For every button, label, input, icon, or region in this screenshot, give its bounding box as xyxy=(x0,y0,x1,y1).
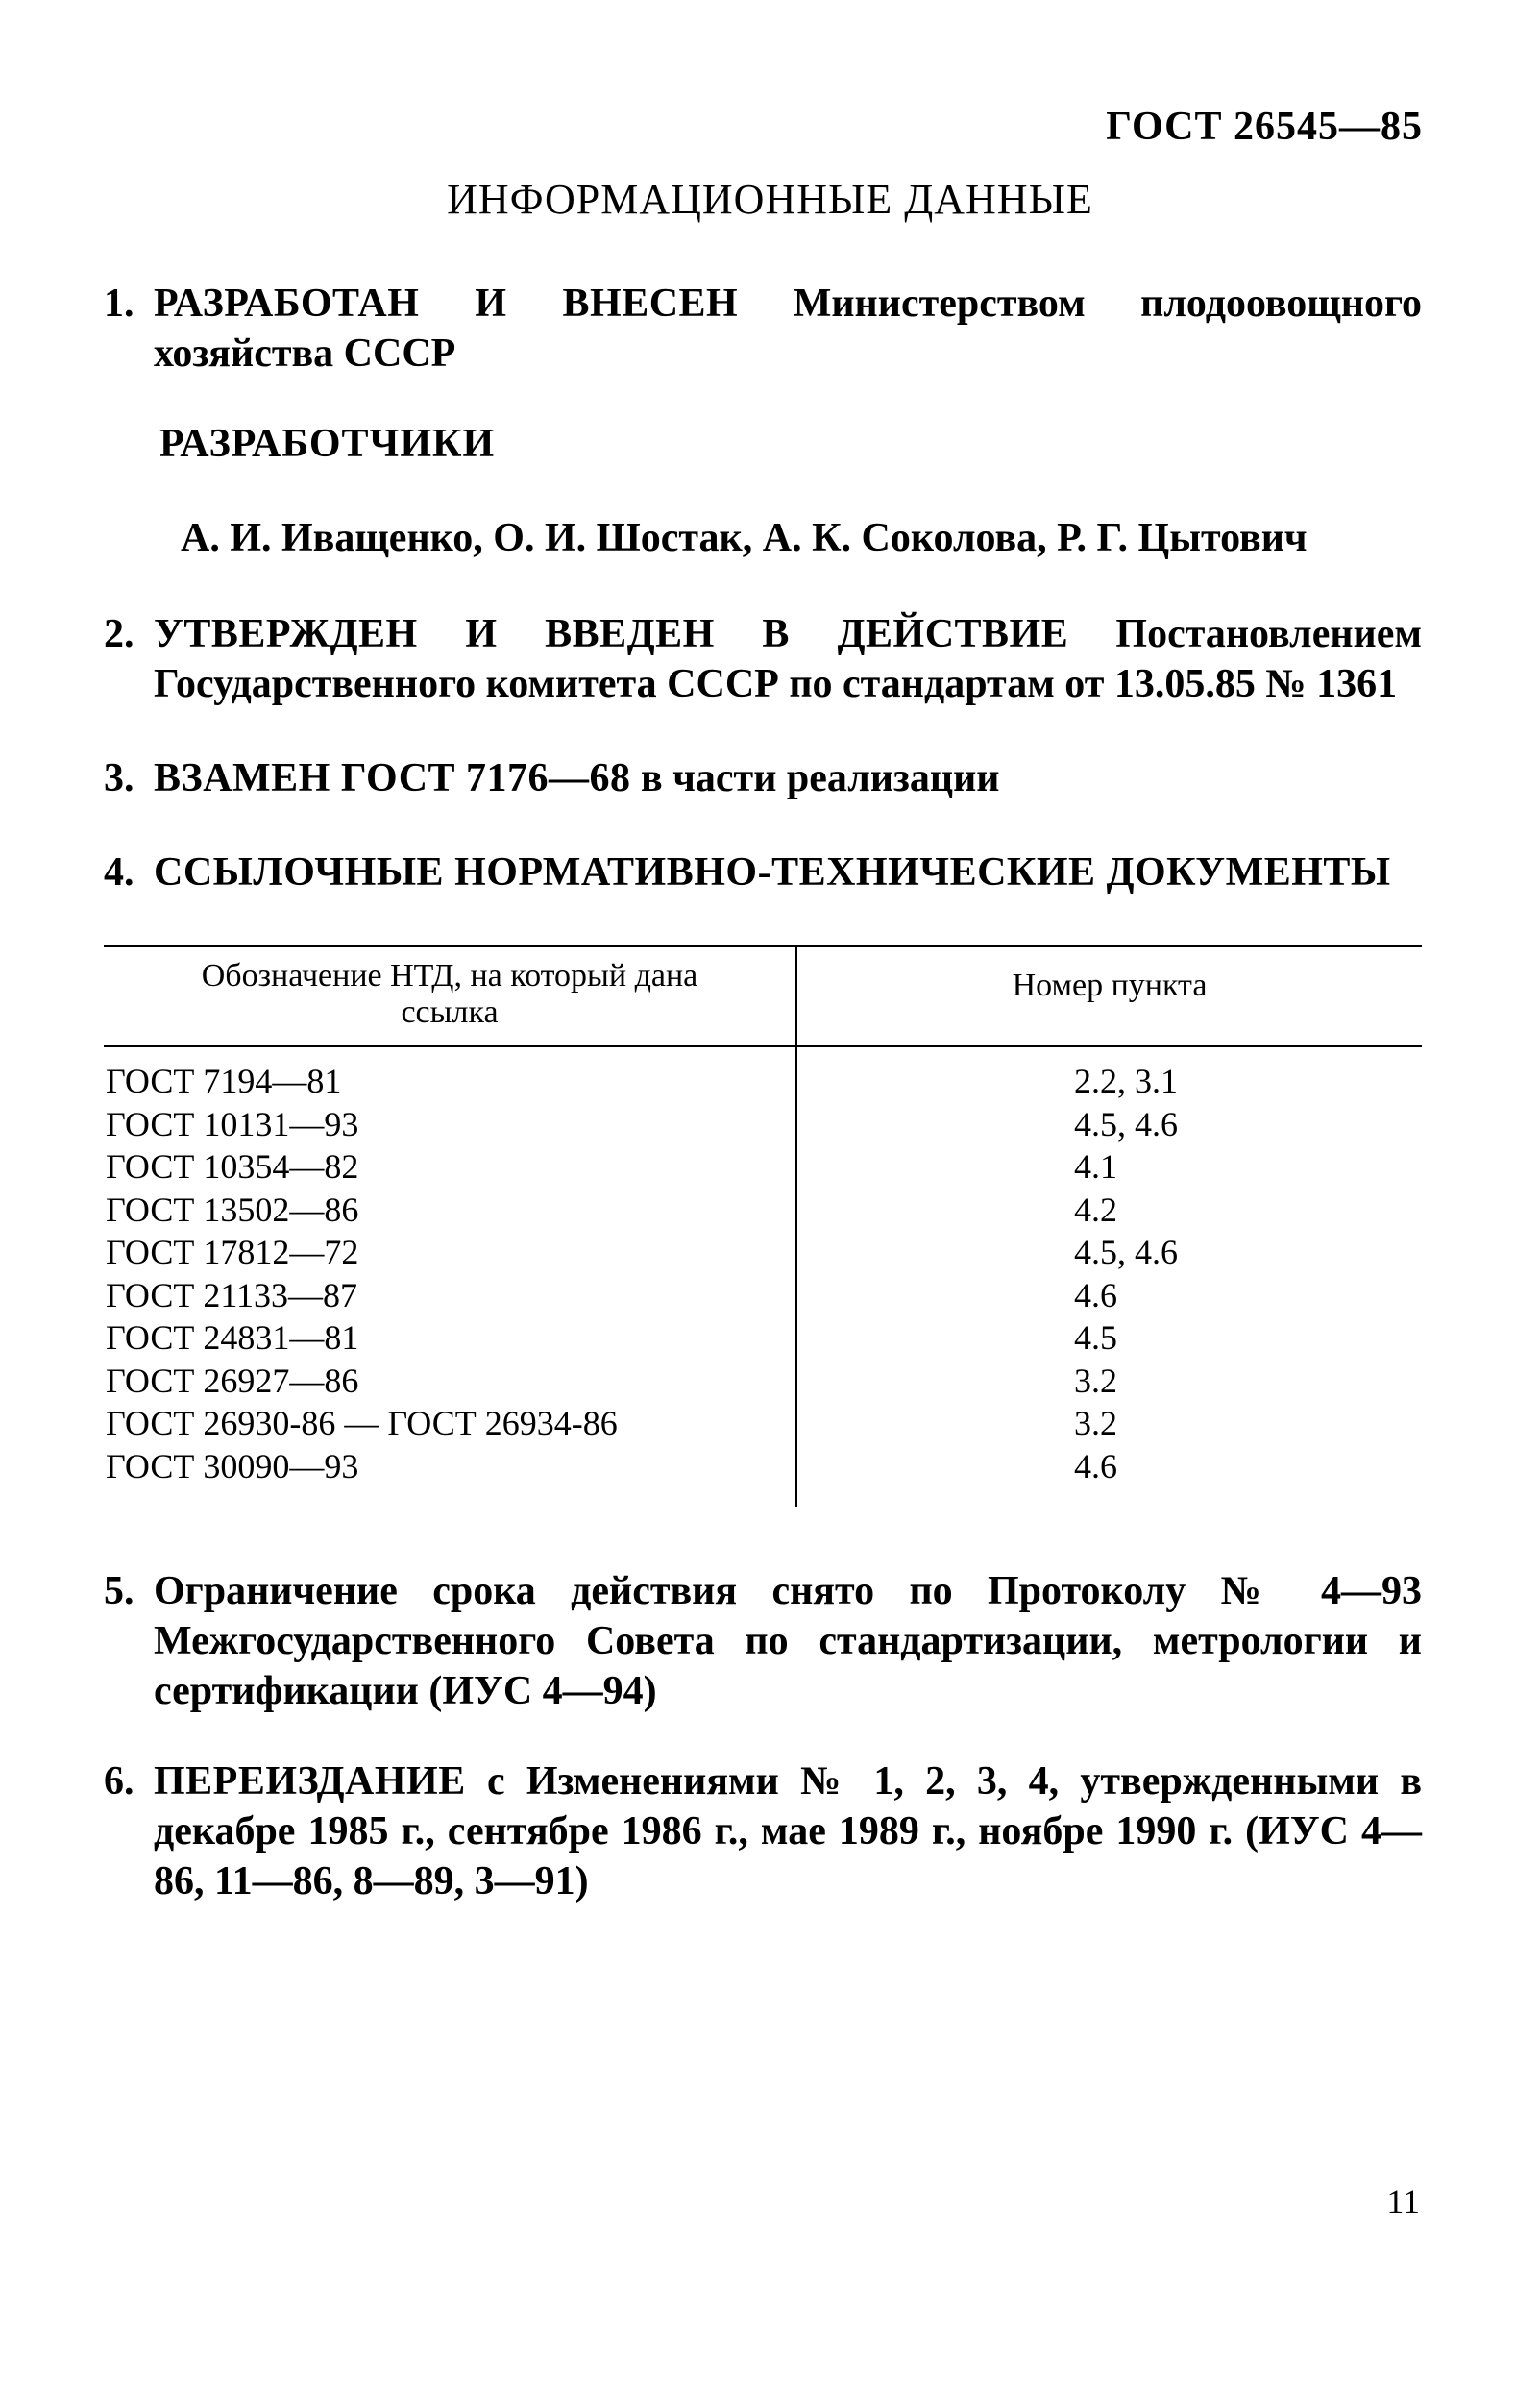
section-number: 5. xyxy=(104,1569,134,1613)
table-row xyxy=(104,1316,1422,1360)
section-body xyxy=(154,1756,1422,1906)
section-number: 4. xyxy=(104,850,134,895)
section-body xyxy=(154,279,1422,379)
section-body xyxy=(154,753,1422,803)
table-cell-clause: 4.6 xyxy=(1074,1446,1117,1486)
table-cell-doc: ГОСТ 21133—87 xyxy=(106,1275,358,1314)
table-cell-doc: ГОСТ 26930-86 — ГОСТ 26934-86 xyxy=(106,1404,618,1442)
section-text: в части реализации xyxy=(641,756,1000,800)
section-6 xyxy=(104,1756,1422,1906)
table-row xyxy=(104,1060,1422,1103)
table-body xyxy=(104,1060,1422,1487)
section-text: Министерством плодоовощного хозяйства СССР xyxy=(154,282,1422,376)
table-cell-clause: 4.2 xyxy=(1074,1190,1117,1229)
table-cell-doc: ГОСТ 30090—93 xyxy=(106,1446,359,1486)
table-header-doc xyxy=(104,958,795,1031)
section-text: с Изменениями № 1, 2, 3, 4, утвержденными в декабре 1985 г., сентябре 1986 г., мае 1989 г., ноябре 1990 г. (ИУС 4—86, 11—86, 8—89, 3—91) xyxy=(154,1759,1422,1903)
section-body xyxy=(154,1566,1422,1716)
table-cell-clause: 3.2 xyxy=(1074,1361,1117,1400)
table-cell-clause: 4.5 xyxy=(1074,1318,1117,1357)
table-header-clause: Номер пункта xyxy=(1012,968,1208,1003)
section-3 xyxy=(104,753,1422,803)
section-number: 3. xyxy=(104,756,134,800)
section-number: 2. xyxy=(104,612,134,656)
section-lead: РАЗРАБОТАН И ВНЕСЕН xyxy=(154,282,739,326)
table-header-doc-text: Обозначение НТД, на который дана ссылка xyxy=(201,958,698,1030)
section-5 xyxy=(104,1566,1422,1716)
section-4 xyxy=(104,847,1422,897)
section-text: Постановлением Государственного комитета СССР по стандартам от 13.05.85 № 1361 xyxy=(154,612,1422,706)
developers-heading: РАЗРАБОТЧИКИ xyxy=(159,422,496,466)
table-row xyxy=(104,1445,1422,1488)
section-body xyxy=(154,609,1422,709)
section-1 xyxy=(104,279,1422,379)
section-lead: ПЕРЕИЗДАНИЕ xyxy=(154,1759,466,1804)
table-cell-doc: ГОСТ 10354—82 xyxy=(106,1147,359,1186)
table-cell-clause: 2.2, 3.1 xyxy=(1074,1062,1178,1100)
table-cell-doc: ГОСТ 26927—86 xyxy=(106,1361,359,1400)
table-row xyxy=(104,1402,1422,1445)
section-lead: УТВЕРЖДЕН И ВВЕДЕН В ДЕЙСТВИЕ xyxy=(154,612,1069,656)
table-cell-doc: ГОСТ 13502—86 xyxy=(106,1190,359,1229)
gost-code: ГОСТ 26545—85 xyxy=(1106,105,1423,149)
table-cell-doc: ГОСТ 24831—81 xyxy=(106,1318,359,1357)
table-cell-doc: ГОСТ 17812—72 xyxy=(106,1233,359,1271)
table-row xyxy=(104,1231,1422,1274)
section-number: 6. xyxy=(104,1759,134,1804)
page-number: 11 xyxy=(1386,2182,1420,2221)
page-title: ИНФОРМАЦИОННЫЕ ДАННЫЕ xyxy=(447,176,1093,223)
table-cell-doc: ГОСТ 10131—93 xyxy=(106,1104,359,1143)
table-row xyxy=(104,1103,1422,1146)
section-lead: ВЗАМЕН ГОСТ 7176—68 xyxy=(154,756,631,800)
table-cell-clause: 3.2 xyxy=(1074,1404,1117,1442)
table-cell-clause: 4.1 xyxy=(1074,1147,1117,1186)
table-row xyxy=(104,1145,1422,1189)
table-header-rule xyxy=(104,1045,1422,1047)
section-number: 1. xyxy=(104,282,134,326)
table-top-rule xyxy=(104,945,1422,947)
table-cell-clause: 4.5, 4.6 xyxy=(1074,1233,1178,1271)
section-body xyxy=(154,847,1422,897)
table-cell-clause: 4.5, 4.6 xyxy=(1074,1104,1178,1143)
developers-names: А. И. Иващенко, О. И. Шостак, А. К. Соколова, Р. Г. Цытович xyxy=(181,516,1308,560)
section-lead: ССЫЛОЧНЫЕ НОРМАТИВНО-ТЕХНИЧЕСКИЕ ДОКУМЕНТЫ xyxy=(154,850,1391,895)
table-cell-clause: 4.6 xyxy=(1074,1275,1117,1314)
table-cell-doc: ГОСТ 7194—81 xyxy=(106,1062,342,1100)
section-text: Ограничение срока действия снято по Протоколу № 4—93 Межгосударственного Совета по стандартизации, метрологии и сертификации (ИУС 4—94) xyxy=(154,1569,1422,1713)
table-row xyxy=(104,1360,1422,1403)
section-2 xyxy=(104,609,1422,709)
table-row xyxy=(104,1189,1422,1232)
table-row xyxy=(104,1274,1422,1317)
